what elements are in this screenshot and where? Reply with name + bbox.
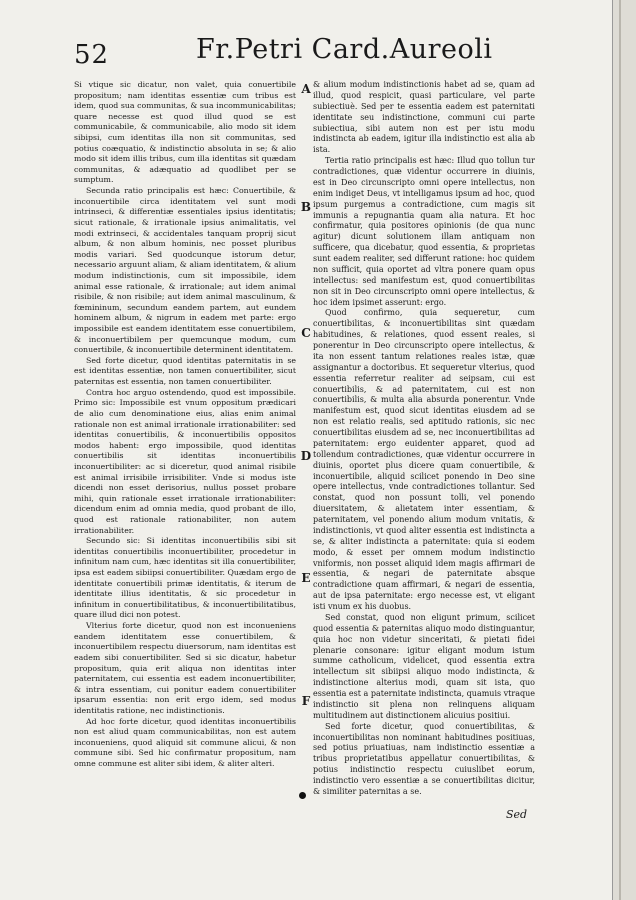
margin-letter-b: B: [300, 200, 312, 214]
binding-crease: [619, 0, 621, 900]
catchword: Sed: [506, 808, 528, 821]
right-paragraph-4: Sed constat, quod non eligunt primum, scilicet quod essentia & paternitas aliquo modo distinguantur, quia hoc non videtur sinceritati, & pietati fidei plenarie consonare: igitur eligant modum istum summe catholicum, videlicet, quod essentia extra intellectum sit sibiipsi aliquo modo indistincta, & indistinctione alterius modi, quam sit ista, quo essentia est a paternitate indistincta, quamuis vtraque indistinctio sit plena non relinquens aliquam multitudinem aut distinctionem alicuius positiui.: [313, 612, 535, 720]
running-head: [0, 34, 612, 74]
margin-letter-e: E: [301, 571, 311, 585]
left-paragraph-2: Secunda ratio principalis est hæc: Conuertibile, & inconuertibile circa identitatem vel sunt modi intrinseci, & differentiæ essentiales ipsius identitatis; sicut rationale, & irrationale ipsius animalitatis, vel modi extrinseci, & accidentales tanquam proprij sicut album, & non album hominis, nec posset pluribus modis variari. Sed quodcunque istorum detur, necessario arguunt aliam, & aliam identitatem, & alium modum indistinctionis, cum sit impossibile, idem animal esse rationale, & irrationale; aut idem animal risibile, & non risibile; aut idem animal masculinum, & fœmininum, secundum eandem partem, aut eundem hominem album, & nigrum in eadem met parte: ergo impossibile est eandem identitatem esse conuertibilem, & inconuertibilem per quemcunque modum, cum conuertibile, & inconuertibile determinent identitatem.: [74, 186, 296, 355]
margin-letter-c: C: [301, 326, 311, 340]
margin-letter-d: D: [300, 449, 312, 463]
margin-bullet-icon: [299, 792, 306, 799]
right-paragraph-2: Tertia ratio principalis est hæc: Illud quo tollun tur contradictiones, quæ videntur occurrere in diuinis, est in Deo circunscripto omni opere intellectus, non enim indiget Deus, vt intelligamus ipsum ad hoc, quod ipsum purgemus a contradictione, cum magis sit immunis a repugnantia quam alia natura. Et hoc confirmatur, quia positores opinionis (de qua nunc agitur) dicunt solutionem illam antiquam non sufficere, qua dicebatur, quod essentia, & proprietas sunt eadem realiter, sed differunt ratione: hoc quidem non sufficit, quia oportet ad vltra ponere quam opus intellectus: sed manifestum est, quod conuertibilitas non sit in Deo circunscripto omni opere intellectus, & hoc idem ipsimet asserunt: ergo.: [313, 156, 535, 307]
left-column: [74, 80, 296, 770]
left-paragraph-3: Sed forte dicetur, quod identitas paternitatis in se est identitas essentiæ, non tamen conuertibiliter, sicut paternitas est essentia, non tamen conuertibiliter.: [74, 355, 296, 387]
margin-letter-a: A: [301, 82, 311, 96]
left-paragraph-5: Secundo sic: Si identitas inconuertibilis sibi sit identitas conuertibilis inconuertibiliter, procedetur in infinitum nam cum, hæc identitas sit illa conuertibiliter, ipsa est eadem sibiipsi conuertibiliter. Quædam ergo de identitate conuertibili primæ identitatis, & iterum de identitate illius identitatis, & sic procedetur in infinitum in conuertibilitatibus, & inconuertibilitatibus, quare illud dici non potest.: [74, 536, 296, 620]
left-paragraph-6: Vlterius forte dicetur, quod non est inconueniens eandem identitatem esse conuertibilem, & inconuertibilem respectu diuersorum, nam identitas est eadem sibi conuertibiliter. Sed si sic dicatur, habetur propositum, quia erit aliqua non identitas inter paternitatem, cui essentia est eadem inconuertibiliter, & intra essentiam, cui ponitur eadem conuertibiliter ipsarum essentia: non erit ergo idem, sed modus identitatis ratione, nec indistinctionis.: [74, 621, 296, 715]
left-paragraph-4: Contra hoc arguo ostendendo, quod est impossibile. Primo sic: Impossibile est vnum oppositum prædicari de alio cum denominatione eius, alias enim animal rationale non est animal irrationale irrationabiliter: sed identitas conuertibilis, & inconuertibilis oppositos modos habent: ergo impossibile, quod identitas conuertibilis sit identitas inconuertibilis inconuertibiliter: ac si diceretur, quod animal risibile est animal irrisibile irrisibiliter. Vnde si modus iste dicendi non esset derisorius, nullus posset probare mihi, quin rationale esset irrationale irrationabiliter: dicendum enim ad omnia media, quod probant de illo, quod est rationale rationabiliter, non autem irrationabiliter.: [74, 387, 296, 535]
page-number: 52: [74, 40, 110, 70]
right-paragraph-1: & alium modum indistinctionis habet ad se, quam ad illud, quod respicit, quasi particulare, vel parte subiectiuè. Sed per te essentia eadem est paternitati identitate seu indistinctione, communi cui parte subiectiua, sibi autem non est per istu modu indistincta ab eadem, igitur illa indistinctio est alia ab ista.: [313, 80, 535, 155]
right-column: [313, 80, 535, 798]
facing-page-edge: [612, 0, 636, 900]
margin-letter-f: F: [301, 694, 311, 708]
running-title: Fr.Petri Card.Aureoli: [196, 34, 493, 65]
right-paragraph-5: Sed forte dicetur, quod conuertibilitas, & inconuertibilitas non nominant habitudines positiuas, sed potius priuatiuas, nam indistinctio essentiæ a tribus proprietatibus appellatur conuertibilitas, & potius indistinctio respectu cuiuslibet eorum, indistinctio vero essentiæ a se conuertibilitas dicitur, & similiter paternitas a se.: [313, 721, 535, 796]
left-paragraph-1: Si vtique sic dicatur, non valet, quia conuertibile propositum; nam identitas essentiæ cum tribus est idem, quod sua communitas, & sua incommunicabilitas; quare necesse est quod illud quod se est communicabile, & communicabile, alio modo sit idem sibipsi, cum identitas illa non sit communitas, sed potius coæquatio, & indistinctio absoluta in se; & alio modo sit idem illis tribus, cum illa identitas sit quædam communitas, & adæquatio ad quodlibet per se sumptum.: [74, 80, 296, 185]
right-paragraph-3: Quod confirmo, quia sequeretur, cum conuertibilitas, & inconuertibilitas sint quædam habitudines, & relationes, quod essent reales, si ponerentur in Deo circunscripto opere intellectus, & ita non essent tantum relationes reales istæ, quæ assignantur a doctoribus. Et sequeretur vlterius, quod essentia referretur realiter ad seipsam, cui est conuertibilis, & ad paternitatem, cui est non conuertibilis, & multa alia absurda ponerentur. Vnde manifestum est, quod sicut identitas eiusdem ad se non est relatio realis, sed aptitudo rationis, sic nec conuertibilitas eiusdem ad se, nec inconuertibilitas ad paternitatem: ergo euidenter apparet, quod ad tollendum contradictiones, quæ videntur occurrere in diuinis, oportet plus dicere quam conuertibile, & inconuertibile, aliquid scilicet ponendo in Deo sine opere intellectus, vnde contradictiones tollantur. Sed constat, quod non possunt tolli, vel ponendo diuersitatem, & alietatem inter essentiam, & paternitatem, vel ponendo alium modum vnitatis, & indistinctionis, vt quod aliter essentia est indistincta a se, & aliter indistincta a paternitate: quia si eodem modo, & esset per omnem modum indistinctio vniformis, non posset aliquid idem magis affirmari de essentia, & negari de paternitate absque contradictione quam affirmari, & negari de essentia, aut de ipsa paternitate: ergo necesse est, vt eligant isti vnum ex his duobus.: [313, 308, 535, 611]
left-paragraph-7: Ad hoc forte dicetur, quod identitas inconuertibilis non est aliud quam communicabilitas, non est autem inconueniens, quod aliquid sit commune alicui, & non commune sibi. Sed hic confirmatur propositum, nam omne commune est aliter sibi idem, & aliter alteri.: [74, 716, 296, 768]
